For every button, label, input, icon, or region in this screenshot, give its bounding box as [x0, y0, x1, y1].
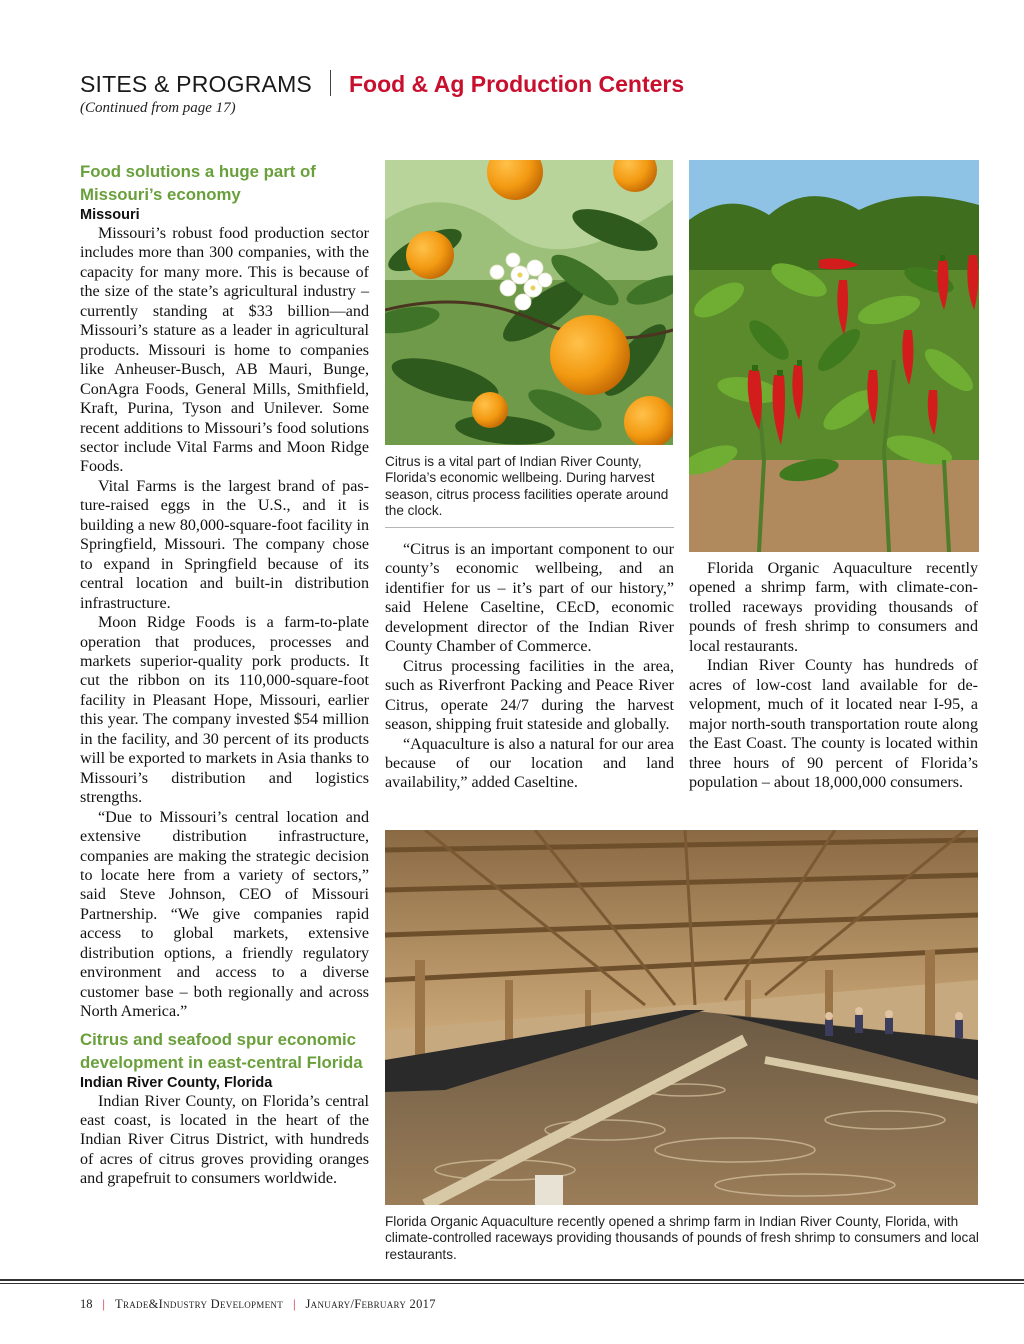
section-label: SITES & PROGRAMS: [80, 71, 312, 97]
publication-name: Trade&Industry Development: [115, 1297, 283, 1311]
citrus-caption: Citrus is a vital part of Indian River County, Florida’s economic wellbeing. During harvest season, citrus process facilities operate around the clock.: [385, 454, 669, 518]
footer-divider: |: [102, 1297, 106, 1311]
article2-paragraph: Citrus processing facilities in the area, such as Riverfront Packing and Peace River Citrus, operate 24/7 during the harvest season, shipping fruit stateside and globally.: [385, 657, 674, 734]
article1-paragraph: Moon Ridge Foods is a farm-to-plate operation that produces, processes and markets superior-quality pork products. It cut the ribbon on its 110,000-square-foot facility in Pleasant Hope, Missouri, earlier this year. The company invested $54 million in the facility, and 30 percent of its products will be exported to markets in Asia thanks to Missouri’s distribution and logistics strengths.: [80, 614, 369, 807]
article2-paragraph: Florida Organic Aquaculture recently opened a shrimp farm, with climate-controlled raceways providing thousands of pounds of fresh shrimp to consumers and local restaurants.: [689, 560, 978, 655]
header-divider: [330, 70, 331, 96]
issue-date: January/February 2017: [305, 1297, 436, 1311]
article2-paragraph: Indian River County, on Florida’s central east coast, is located in the heart of the Indian River Citrus District, with hundreds of acres of citrus groves providing oranges and grapefruit to consumers worldwide.: [80, 1092, 369, 1188]
continued-note: (Continued from page 17): [80, 100, 236, 116]
page-number: 18: [80, 1297, 93, 1311]
left-column: [80, 160, 369, 1189]
article1-dateline: Missouri: [80, 207, 140, 223]
footer-rule: [0, 1283, 1024, 1284]
article2-paragraph: “Aquaculture is also a natural for our area because of our location and land availability,” added Caseltine.: [385, 735, 674, 792]
peppers-photo: [689, 160, 979, 552]
middle-column: [385, 540, 674, 793]
article2-paragraph: Indian River County has hundreds of acres of low-cost land available for development, much of it located near I-95, a major north-south transportation route along the East Coast. The county is located within three hours of 90 percent of Florida’s population – about 18,000,000 consumers.: [689, 657, 978, 791]
article2-dateline: Indian River County, Florida: [80, 1074, 273, 1091]
article1-headline: Food solutions a huge part of Missouri’s economy: [80, 162, 316, 204]
footer-rule: [0, 1279, 1024, 1281]
article1-paragraph: Missouri’s robust food production sector includes more than 300 companies, with the capacity for many more. This is because of the size of the state’s agricultural industry – currently standing at $33 billion—and Missouri’s stature as a leader in agricultural products. Missouri is home to companies like Anheuser-Busch, AB Mauri, Bunge, ConAgra Foods, General Mills, Smithfield, Kraft, Purina, Tyson and Unilever. Some recent additions to Missouri’s food solutions sector include Vital Farms and Moon Ridge Foods.: [80, 225, 369, 476]
footer-divider: |: [293, 1297, 296, 1311]
aquaculture-caption: Florida Organic Aquaculture recently opened a shrimp farm in Indian River County, Florida, with climate-controlled raceways providing thousands of pounds of fresh shrimp to consumers and local restaurants.: [385, 1214, 979, 1262]
caption-divider: [385, 527, 674, 528]
citrus-photo: [385, 160, 673, 445]
article1-paragraph: Vital Farms is the largest brand of pasture-raised eggs in the U.S., and it is building a new 80,000-square-foot facility in Springfield, Missouri. The company chose to expand in Springfield because of its central location and built-in distribution infrastructure.: [80, 477, 369, 612]
article1-paragraph: “Due to Missouri’s central location and extensive distribution infrastructure, companies are making the strategic decision to locate here from a variety of sectors,” said Steve Johnson, CEO of Missouri Partnership. “We give companies rapid access to global markets, extensive distribution options, a friendly regulatory environment and access to a diverse customer base – both regionally and across North America.”: [80, 808, 369, 1021]
article2-headline: Citrus and seafood spur economic development in east-central Florida: [80, 1029, 363, 1072]
article2-paragraph: “Citrus is an important component to our county’s economic wellbeing, and an identifier for us – it’s part of our history,” said Helene Caseltine, CEcD, economic development director of the Indian River County Chamber of Commerce.: [385, 541, 674, 656]
section-header: [80, 66, 684, 98]
aquaculture-photo: [385, 830, 978, 1205]
right-column: [689, 559, 978, 792]
section-title: Food & Ag Production Centers: [348, 71, 685, 97]
page-footer: [80, 1297, 436, 1312]
